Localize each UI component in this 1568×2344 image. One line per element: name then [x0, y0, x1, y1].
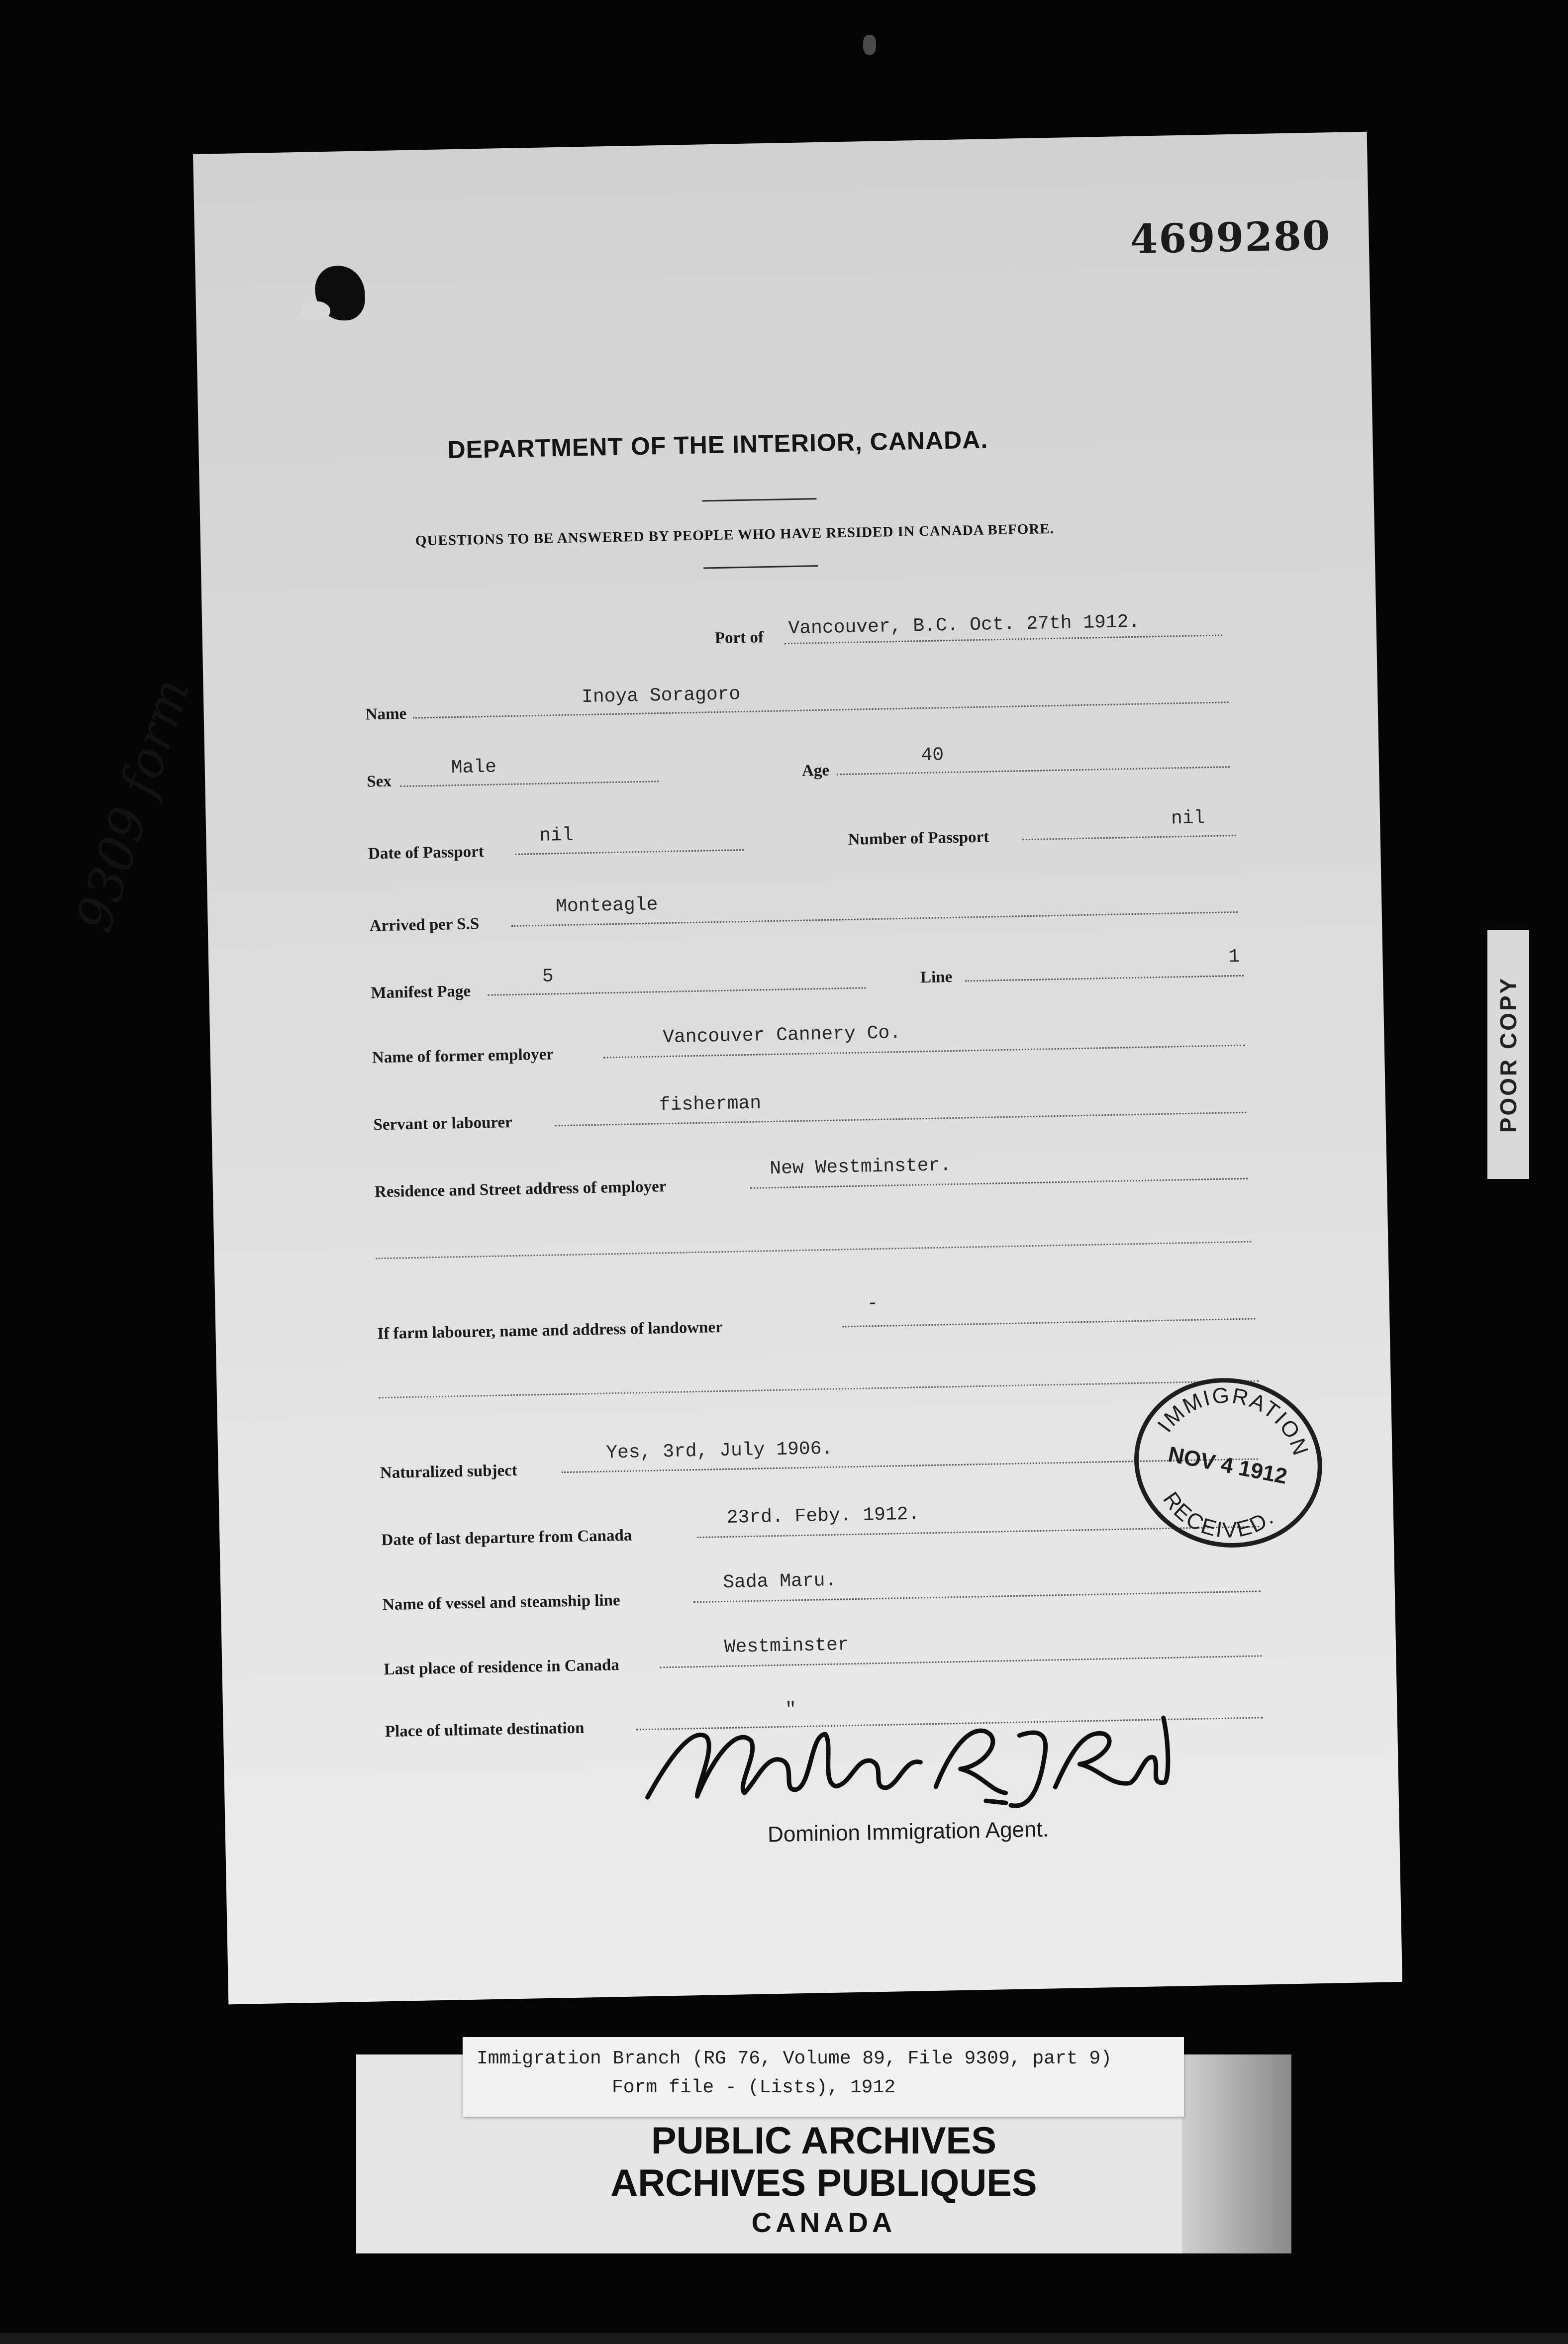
employer-address-extra-line [376, 1241, 1252, 1260]
farm-labourer-dots [842, 1318, 1255, 1327]
stamp-date-text: NOV 4 1912 [1166, 1442, 1289, 1489]
last-departure-label: Date of last departure from Canada [381, 1526, 632, 1550]
signature [636, 1697, 1185, 1825]
stamp-top-text: IMMIGRATION [1153, 1383, 1313, 1460]
passport-date-label: Date of Passport [368, 843, 485, 863]
former-employer-value: Vancouver Cannery Co. [662, 1022, 901, 1049]
passport-number-dots [1022, 835, 1236, 840]
reference-slip [463, 2037, 1184, 2117]
employer-address-value: New Westminster. [769, 1155, 952, 1180]
naturalized-label: Naturalized subject [380, 1461, 518, 1482]
bottom-strip [0, 2333, 1568, 2344]
manifest-label: Manifest Page [371, 982, 471, 1002]
poor-copy-tag [1487, 930, 1529, 1179]
poor-copy-text: POOR COPY [1495, 976, 1521, 1133]
arrived-label: Arrived per S.S [369, 915, 480, 935]
servant-value: fisherman [659, 1092, 762, 1116]
ink-blot-highlight [300, 301, 331, 321]
sex-dots [400, 781, 659, 787]
sex-label: Sex [366, 772, 392, 791]
farm-labourer-label: If farm labourer, name and address of landowner [377, 1318, 723, 1343]
vessel-dots [693, 1590, 1261, 1603]
subtitle-rule [703, 565, 818, 569]
title-rule [702, 498, 817, 501]
form-sheet [193, 132, 1402, 2005]
servant-dots [555, 1112, 1247, 1127]
passport-number-label: Number of Passport [848, 828, 989, 849]
line-label: Line [920, 968, 953, 987]
serial-number: 4699280 [1129, 212, 1332, 263]
port-label: Port of [714, 628, 764, 648]
sex-value: Male [451, 756, 497, 779]
vessel-value: Sada Maru. [722, 1569, 837, 1594]
age-dots [837, 766, 1230, 775]
manifest-dots [488, 987, 866, 996]
received-stamp [1122, 1367, 1334, 1560]
passport-date-dots [515, 849, 744, 855]
manifest-value: 5 [542, 966, 554, 987]
port-value: Vancouver, B.C. Oct. 27th 1912. [788, 611, 1140, 640]
employer-address-label: Residence and Street address of employer [374, 1177, 667, 1201]
name-dots [413, 701, 1229, 718]
age-value: 40 [921, 744, 944, 767]
destination-value: " [784, 1699, 797, 1721]
reference-line1: Immigration Branch (RG 76, Volume 89, File 9309, part 9) [477, 2048, 1112, 2069]
form-subtitle: QUESTIONS TO BE ANSWERED BY PEOPLE WHO HAVE RESIDED IN CANADA BEFORE. [415, 520, 1055, 549]
name-value: Inoya Soragoro [581, 684, 741, 708]
age-label: Age [801, 761, 830, 780]
agent-title: Dominion Immigration Agent. [767, 1817, 1049, 1847]
employer-address-dots [750, 1178, 1248, 1189]
line-dots [965, 975, 1244, 982]
last-departure-value: 23rd. Feby. 1912. [726, 1503, 920, 1529]
archives-line2: ARCHIVES PUBLIQUES [610, 2162, 1037, 2204]
pin-mark [863, 35, 876, 55]
archives-line1: PUBLIC ARCHIVES [651, 2120, 996, 2162]
arrived-value: Monteagle [555, 894, 658, 918]
servant-label: Servant or labourer [373, 1113, 513, 1134]
archives-line3: CANADA [751, 2207, 896, 2238]
passport-date-value: nil [539, 824, 574, 847]
line-value: 1 [1228, 946, 1240, 968]
farm-labourer-value: - [867, 1292, 879, 1315]
passport-number-value: nil [1171, 807, 1205, 830]
name-label: Name [365, 704, 407, 724]
department-title: DEPARTMENT OF THE INTERIOR, CANADA. [447, 425, 988, 464]
former-employer-label: Name of former employer [372, 1045, 554, 1067]
naturalized-value: Yes, 3rd, July 1906. [605, 1438, 833, 1464]
destination-label: Place of ultimate destination [385, 1719, 585, 1741]
stamp-bottom-text: RECEIVED. [1158, 1487, 1279, 1543]
reference-line2: Form file - (Lists), 1912 [612, 2077, 896, 2098]
last-residence-label: Last place of residence in Canada [384, 1656, 620, 1679]
vessel-label: Name of vessel and steamship line [382, 1591, 620, 1614]
last-residence-value: Westminster [724, 1634, 850, 1659]
margin-note: 9309 form [65, 671, 201, 939]
